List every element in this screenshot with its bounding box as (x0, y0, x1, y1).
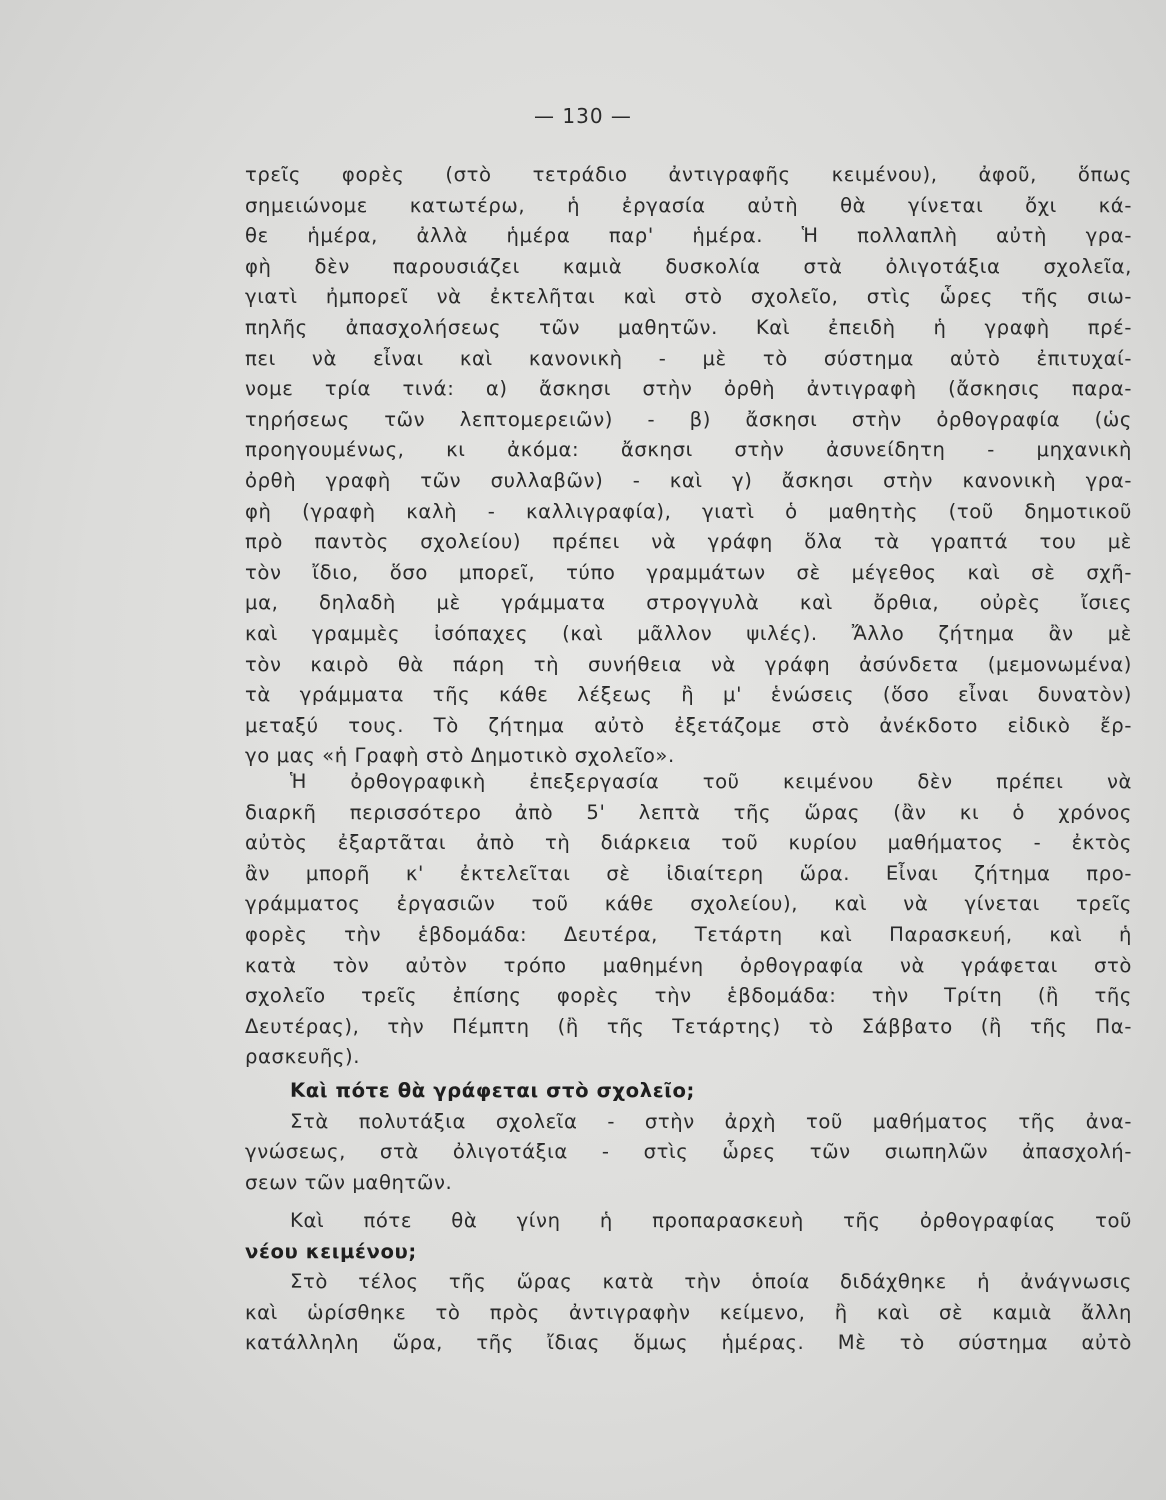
text-line: γνώσεως, στὰ ὀλιγοτάξια - στὶς ὧρες τῶν σιωπηλῶν ἀπασχολή- (245, 1140, 1132, 1164)
text-line: κατὰ τὸν αὐτὸν τρόπο μαθημένη ὀρθογραφία νὰ γράφεται στὸ (245, 953, 1132, 977)
text-line: γράμματος ἐργασιῶν τοῦ κάθε σχολείου), καὶ νὰ γίνεται τρεῖς (245, 892, 1132, 916)
question-heading: Καὶ πότε θὰ γίνη ἡ προπαρασκευὴ τῆς ὀρθογραφίας τοῦ (290, 1209, 1132, 1232)
question-heading-end (245, 1237, 1132, 1268)
text-line: Δευτέρας), τὴν Πέμπτη (ἢ τῆς Τετάρτης) τὸ Σάββατο (ἢ τῆς Πα- (245, 1014, 1132, 1038)
text-line: γιατὶ ἠμπορεῖ νὰ ἐκτελῆται καὶ στὸ σχολεῖο, στὶς ὧρες τῆς σιω- (245, 285, 1132, 309)
text-line: πηλῆς ἀπασχολήσεως τῶν μαθητῶν. Καὶ ἐπειδὴ ἡ γραφὴ πρέ- (245, 315, 1132, 339)
text-line: Στὰ πολυτάξια σχολεῖα - στὴν ἀρχὴ τοῦ μαθήματος τῆς ἀνα- (290, 1109, 1132, 1133)
text-line: φὴ (γραφὴ καλὴ - καλλιγραφία), γιατὶ ὁ μαθητὴς (τοῦ δημοτικοῦ (245, 499, 1132, 523)
question-text-end: νέου κειμένου; (245, 1239, 417, 1263)
text-line: τὰ γράμματα τῆς κάθε λέξεως ἢ μ' ἑνώσεις (ὅσο εἶναι δυνατὸν) (245, 683, 1132, 707)
text-line: πρὸ παντὸς σχολείου) πρέπει νὰ γράφη ὅλα τὰ γραπτά του μὲ (245, 530, 1132, 554)
paragraph-continuation (245, 160, 1132, 772)
text-line: τὸν ἴδιο, ὅσο μπορεῖ, τύπο γραμμάτων σὲ μέγεθος καὶ σὲ σχῆ- (245, 560, 1132, 584)
text-line: σημειώνομε κατωτέρω, ἡ ἐργασία αὐτὴ θὰ γίνεται ὄχι κά- (245, 193, 1132, 217)
text-line: κατάλληλη ὥρα, τῆς ἴδιας ὅμως ἡμέρας. Μὲ τὸ σύστημα αὐτὸ (245, 1331, 1132, 1355)
text-line: τηρήσεως τῶν λεπτομερειῶν) - β) ἄσκησι στὴν ὀρθογραφία (ὡς (245, 407, 1132, 431)
text-line: φορὲς τὴν ἑβδομάδα: Δευτέρα, Τετάρτη καὶ Παρασκευή, καὶ ἡ (245, 922, 1132, 946)
text-line: ρασκευῆς). (245, 1045, 361, 1069)
text-line: γο μας «ἡ Γραφὴ στὸ Δημοτικὸ σχολεῖο». (245, 744, 675, 768)
text-line: σεων τῶν μαθητῶν. (245, 1170, 453, 1194)
question-heading (245, 1076, 1132, 1107)
text-line: νομε τρία τινά: α) ἄσκησι στὴν ὀρθὴ ἀντιγραφὴ (ἄσκησις παρα- (245, 377, 1132, 401)
page-number: — 130 — (534, 104, 632, 128)
text-line: προηγουμένως, κι ἀκόμα: ἄσκησι στὴν ἀσυνείδητη - μηχανικὴ (245, 438, 1132, 462)
text-line: ὀρθὴ γραφὴ τῶν συλλαβῶν) - καὶ γ) ἄσκησι στὴν κανονικὴ γρα- (245, 468, 1132, 492)
question-text: Καὶ πότε θὰ γράφεται στὸ σχολεῖο; (290, 1079, 695, 1102)
text-line: Στὸ τέλος τῆς ὥρας κατὰ τὴν ὁποία διδάχθηκε ἡ ἀνάγνωσις (290, 1270, 1132, 1294)
paragraph-orthographic-processing (245, 767, 1132, 1073)
text-line: φὴ δὲν παρουσιάζει καμιὰ δυσκολία στὰ ὀλιγοτάξια σχολεῖα, (245, 254, 1132, 278)
text-line: καὶ ὡρίσθηκε τὸ πρὸς ἀντιγραφὴν κείμενο, ἢ καὶ σὲ καμιὰ ἄλλη (245, 1300, 1132, 1324)
text-line: σχολεῖο τρεῖς ἐπίσης φορὲς τὴν ἑβδομάδα: τὴν Τρίτη (ἢ τῆς (245, 984, 1132, 1008)
text-line: Ἡ ὀρθογραφικὴ ἐπεξεργασία τοῦ κειμένου δὲν πρέπει νὰ (290, 770, 1132, 793)
text-line: μα, δηλαδὴ μὲ γράμματα στρογγυλὰ καὶ ὄρθια, οὐρὲς ἴσιες (245, 591, 1132, 615)
text-line: θε ἡμέρα, ἀλλὰ ἡμέρα παρ' ἡμέρα. Ἡ πολλαπλὴ αὐτὴ γρα- (245, 224, 1132, 248)
text-line: τρεῖς φορὲς (στὸ τετράδιο ἀντιγραφῆς κειμένου), ἀφοῦ, ὅπως (245, 163, 1132, 186)
text-line: καὶ γραμμὲς ἰσόπαχες (καὶ μᾶλλον ψιλές). Ἄλλο ζήτημα ἂν μὲ (245, 621, 1132, 645)
text-line: μεταξύ τους. Τὸ ζήτημα αὐτὸ ἐξετάζομε στὸ ἀνέκδοτο εἰδικὸ ἔρ- (245, 713, 1132, 737)
text-line: αὐτὸς ἐξαρτᾶται ἀπὸ τὴ διάρκεια τοῦ κυρίου μαθήματος - ἐκτὸς (245, 831, 1132, 855)
text-line: πει νὰ εἶναι καὶ κανονικὴ - μὲ τὸ σύστημα αὐτὸ ἐπιτυχαί- (245, 346, 1132, 370)
text-line: τὸν καιρὸ θὰ πάρη τὴ συνήθεια νὰ γράφη ἀσύνδετα (μεμονωμένα) (245, 652, 1132, 676)
text-line: διαρκῆ περισσότερο ἀπὸ 5' λεπτὰ τῆς ὥρας (ἂν κι ὁ χρόνος (245, 800, 1132, 824)
paragraph-when-written (245, 1076, 1132, 1198)
paragraph-preparation (245, 1206, 1132, 1359)
text-line: ἂν μπορῆ κ' ἐκτελεῖται σὲ ἰδιαίτερη ὥρα. Εἶναι ζήτημα προ- (245, 861, 1132, 885)
